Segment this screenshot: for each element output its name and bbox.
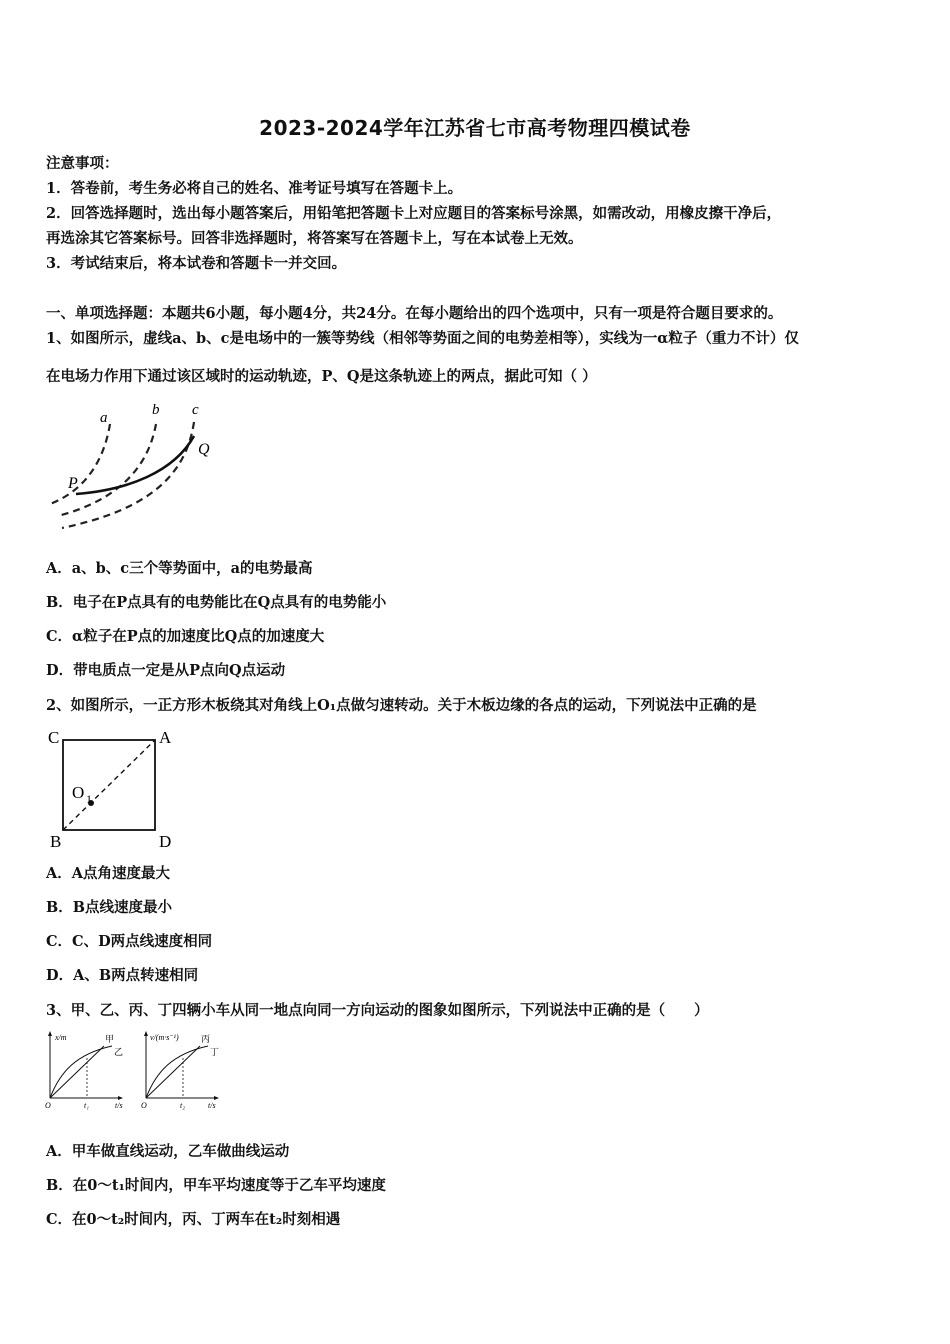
label-a: a — [100, 410, 108, 426]
notice-item-2-cont: 再选涂其它答案标号。回答非选择题时，将答案写在答题卡上，写在本试卷上无效。 — [46, 230, 583, 247]
curve-ding — [146, 1046, 208, 1098]
graph1-ylabel: x/m — [55, 1033, 67, 1042]
notice-item-3: 3．考试结束后，将本试卷和答题卡一并交回。 — [46, 255, 347, 272]
q3-option-c: C．在0～t₂时间内，丙、丁两车在t₂时刻相遇 — [46, 1211, 341, 1228]
label-A: A — [159, 728, 172, 747]
q2-stem: 2、如图所示，一正方形木板绕其对角线上O₁点做匀速转动。关于木板边缘的各点的运动，下列说法中正确的是 — [46, 697, 757, 714]
label-O-subscript: 1 — [86, 792, 92, 806]
q2-figure-square-board — [46, 724, 186, 852]
graph2-curve-bing-label: 丙 — [201, 1034, 211, 1044]
graph1-tick: t₁ — [84, 1101, 90, 1110]
label-Q: Q — [198, 441, 210, 458]
graph1-curve-jia-label: 甲 — [105, 1034, 115, 1044]
q1-option-d: D．带电质点一定是从P点向Q点运动 — [46, 662, 286, 679]
graph1-curve-yi-label: 乙 — [114, 1047, 124, 1057]
q1-option-a: A．a、b、c三个等势面中，a的电势最高 — [46, 560, 313, 577]
notice-item-1: 1．答卷前，考生务必将自己的姓名、准考证号填写在答题卡上。 — [46, 180, 463, 197]
trajectory-line — [76, 436, 194, 494]
q2-option-b: B．B点线速度最小 — [46, 899, 173, 916]
q1-option-b: B．电子在P点具有的电势能比在Q点具有的电势能小 — [46, 594, 387, 611]
label-C: C — [48, 728, 60, 747]
q3-graph-x-t — [42, 1028, 142, 1114]
curve-yi — [50, 1046, 112, 1098]
q2-option-c: C．C、D两点线速度相同 — [46, 933, 213, 950]
q3-stem: 3、甲、乙、丙、丁四辆小车从同一地点向同一方向运动的图象如图所示，下列说法中正确的是（ ） — [46, 1002, 709, 1019]
page-title: 2023-2024学年江苏省七市高考物理四模试卷 — [259, 116, 691, 140]
label-P: P — [68, 475, 78, 492]
section-heading: 一、单项选择题：本题共6小题，每小题4分，共24分。在每小题给出的四个选项中，只有一项是符合题目要求的。 — [46, 305, 783, 322]
q2-option-a: A．A点角速度最大 — [46, 865, 170, 882]
q3-graph-v-t — [138, 1028, 238, 1114]
curve-bing — [146, 1046, 200, 1098]
notice-item-2: 2．回答选择题时，选出每小题答案后，用铅笔把答题卡上对应题目的答案标号涂黑，如需改动，用橡皮擦干净后， — [46, 205, 782, 222]
label-B: B — [50, 832, 62, 851]
graph1-origin: O — [45, 1101, 51, 1110]
notice-heading: 注意事项： — [46, 155, 119, 172]
graph2-xlabel: t/s — [208, 1101, 216, 1110]
q3-option-a: A．甲车做直线运动，乙车做曲线运动 — [46, 1143, 290, 1160]
graph1-xlabel: t/s — [115, 1101, 123, 1110]
label-O: O — [72, 783, 85, 802]
label-D: D — [159, 832, 172, 851]
label-b: b — [152, 402, 160, 418]
graph2-origin: O — [141, 1101, 147, 1110]
equipotential-line-c — [62, 422, 194, 528]
q3-option-b: B．在0～t₁时间内，甲车平均速度等于乙车平均速度 — [46, 1177, 386, 1194]
label-c: c — [192, 402, 199, 418]
q2-option-d: D．A、B两点转速相同 — [46, 967, 199, 984]
curve-jia — [50, 1046, 104, 1098]
q1-stem-line2: 在电场力作用下通过该区域时的运动轨迹，P、Q是这条轨迹上的两点，据此可知（ ） — [46, 368, 597, 385]
graph2-tick: t₂ — [180, 1101, 186, 1110]
q1-figure-equipotential — [48, 398, 228, 532]
q1-option-c: C．α粒子在P点的加速度比Q点的加速度大 — [46, 628, 325, 645]
graph2-curve-ding-label: 丁 — [210, 1047, 220, 1057]
graph2-ylabel: v/(m·s⁻¹) — [150, 1033, 179, 1042]
q1-stem-line1: 1、如图所示，虚线a、b、c是电场中的一簇等势线（相邻等势面之间的电势差相等），实线为一α粒子（重力不计）仅 — [46, 330, 799, 347]
